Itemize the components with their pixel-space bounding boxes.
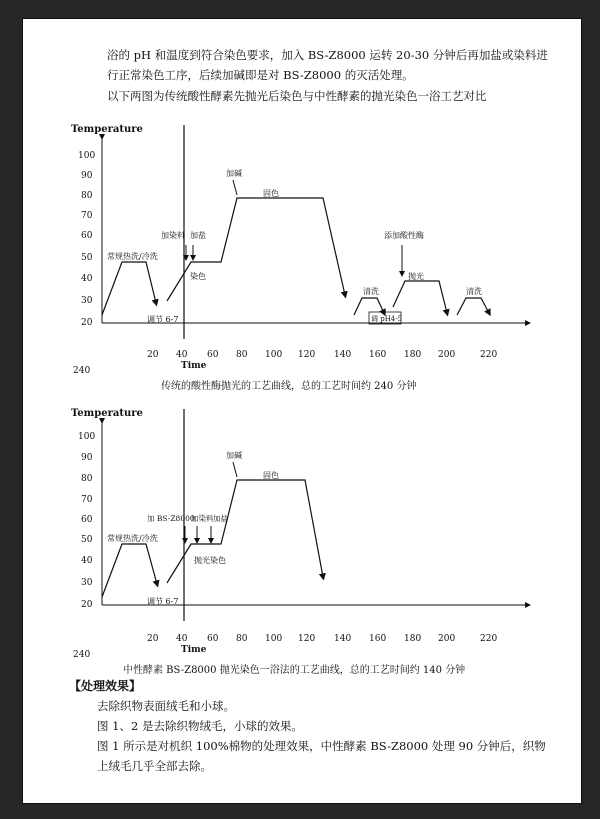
y-tick: 50 (81, 535, 93, 545)
label-adjust: 调节 6-7 (147, 597, 179, 606)
x-ticks (73, 350, 497, 376)
x-axis-label: Time (181, 361, 207, 371)
x-tick: 100 (265, 634, 283, 644)
curve-wash2 (457, 298, 489, 315)
effect-paragraph-3a: 图 1 所示是对机织 100%棉物的处理效果，中性酵素 BS-Z8000 处理 90 分钟后，织物 (97, 739, 546, 753)
label-add-dye: 加染料 (191, 514, 214, 523)
x-tick: 80 (236, 350, 248, 360)
y-tick: 50 (81, 253, 93, 263)
label-polish-dye: 抛光染色 (194, 556, 226, 565)
y-tick: 100 (78, 432, 96, 442)
x-tick: 20 (147, 634, 159, 644)
label-wash2: 清洗 (466, 287, 482, 296)
y-tick: 40 (81, 556, 93, 566)
arrow-alkali (233, 180, 237, 195)
chart-neutral-enzyme-process (23, 401, 581, 661)
x-tick: 200 (438, 634, 456, 644)
y-tick: 60 (81, 231, 93, 241)
label-add-salt: 加盐 (190, 231, 206, 240)
y-tick: 20 (81, 318, 93, 328)
x-tick: 40 (176, 634, 188, 644)
y-tick: 70 (81, 495, 93, 505)
x-tick: 40 (176, 350, 188, 360)
x-tick: 60 (207, 634, 219, 644)
y-tick: 20 (81, 600, 93, 610)
x-tick: 200 (438, 350, 456, 360)
label-add-dye: 加染料 (161, 231, 185, 240)
arrow-alkali (233, 462, 237, 477)
label-fix: 固色 (263, 189, 279, 198)
label-prewash: 常规热洗/冷洗 (107, 534, 158, 543)
y-axis-label: Temperature (71, 408, 143, 419)
y-axis-label: Temperature (71, 124, 143, 135)
x-tick: 220 (480, 350, 498, 360)
label-add-bs: 加 BS-Z8000 (147, 514, 195, 523)
label-dye: 染色 (190, 272, 206, 281)
label-ph: 调 pH4-5 (371, 315, 403, 323)
x-tick: 120 (298, 350, 316, 360)
label-polish: 抛光 (408, 272, 424, 281)
curve-polish-dye-fix (167, 480, 323, 583)
curve-prewash (102, 262, 156, 315)
y-tick: 80 (81, 474, 93, 484)
y-tick: 90 (81, 171, 93, 181)
x-tick: 160 (369, 350, 387, 360)
y-tick: 60 (81, 515, 93, 525)
y-tick: 100 (78, 151, 96, 161)
curve-polish (393, 281, 447, 313)
x-tick: 160 (369, 634, 387, 644)
label-fix: 固色 (263, 471, 279, 480)
x-tick: 180 (404, 350, 422, 360)
y-ticks (78, 432, 95, 610)
effect-paragraph-3b: 上绒毛几乎全部去除。 (97, 759, 212, 773)
intro-line-3: 以下两图为传统酸性酵素先抛光后染色与中性酵素的抛光染色一浴工艺对比 (107, 89, 487, 103)
x-tick: 20 (147, 350, 159, 360)
effect-paragraph-1: 去除织物表面绒毛和小球。 (97, 699, 235, 713)
label-add-alkali: 加碱 (226, 451, 242, 460)
intro-line-1: 浴的 pH 和温度到符合染色要求，加入 BS-Z8000 运转 20-30 分钟后再加盐或染料进 (107, 48, 548, 62)
y-tick: 80 (81, 191, 93, 201)
curve-dye-fix (167, 198, 345, 301)
x-tick: 220 (480, 634, 498, 644)
label-adjust: 调节 6-7 (147, 315, 179, 324)
chart2-caption: 中性酵素 BS-Z8000 抛光染色一浴法的工艺曲线，总的工艺时间约 140 分钟 (123, 665, 466, 676)
x-tick: 140 (334, 350, 352, 360)
y-tick: 40 (81, 274, 93, 284)
chart-traditional-process (23, 117, 581, 377)
x-tick: 120 (298, 634, 316, 644)
section-heading: 【处理效果】 (69, 679, 142, 693)
x-tick: 60 (207, 350, 219, 360)
x-tick: 180 (404, 634, 422, 644)
document-page (22, 18, 582, 804)
y-tick: 30 (81, 296, 93, 306)
x-tick: 80 (236, 634, 248, 644)
x-tick-extra: 240 (73, 366, 91, 376)
label-prewash: 常规热洗/冷洗 (107, 252, 158, 261)
y-tick: 70 (81, 211, 93, 221)
curve-prewash (102, 544, 157, 597)
x-tick: 100 (265, 350, 283, 360)
x-tick: 140 (334, 634, 352, 644)
y-tick: 90 (81, 453, 93, 463)
label-add-salt: 加盐 (213, 514, 228, 523)
x-axis-label: Time (181, 645, 207, 655)
x-ticks (73, 634, 497, 660)
y-ticks (78, 151, 95, 328)
intro-line-2: 行正常染色工序，后续加碱即是对 BS-Z8000 的灭活处理。 (107, 68, 414, 82)
y-tick: 30 (81, 578, 93, 588)
x-tick-extra: 240 (73, 650, 91, 660)
label-wash1: 清洗 (363, 287, 379, 296)
label-add-alkali: 加碱 (226, 169, 242, 178)
chart1-caption: 传统的酸性酶抛光的工艺曲线，总的工艺时间约 240 分钟 (161, 381, 417, 392)
label-add-enzyme: 添加酸性酶 (384, 231, 424, 240)
effect-paragraph-2: 图 1、2 是去除织物绒毛，小球的效果。 (97, 719, 303, 733)
